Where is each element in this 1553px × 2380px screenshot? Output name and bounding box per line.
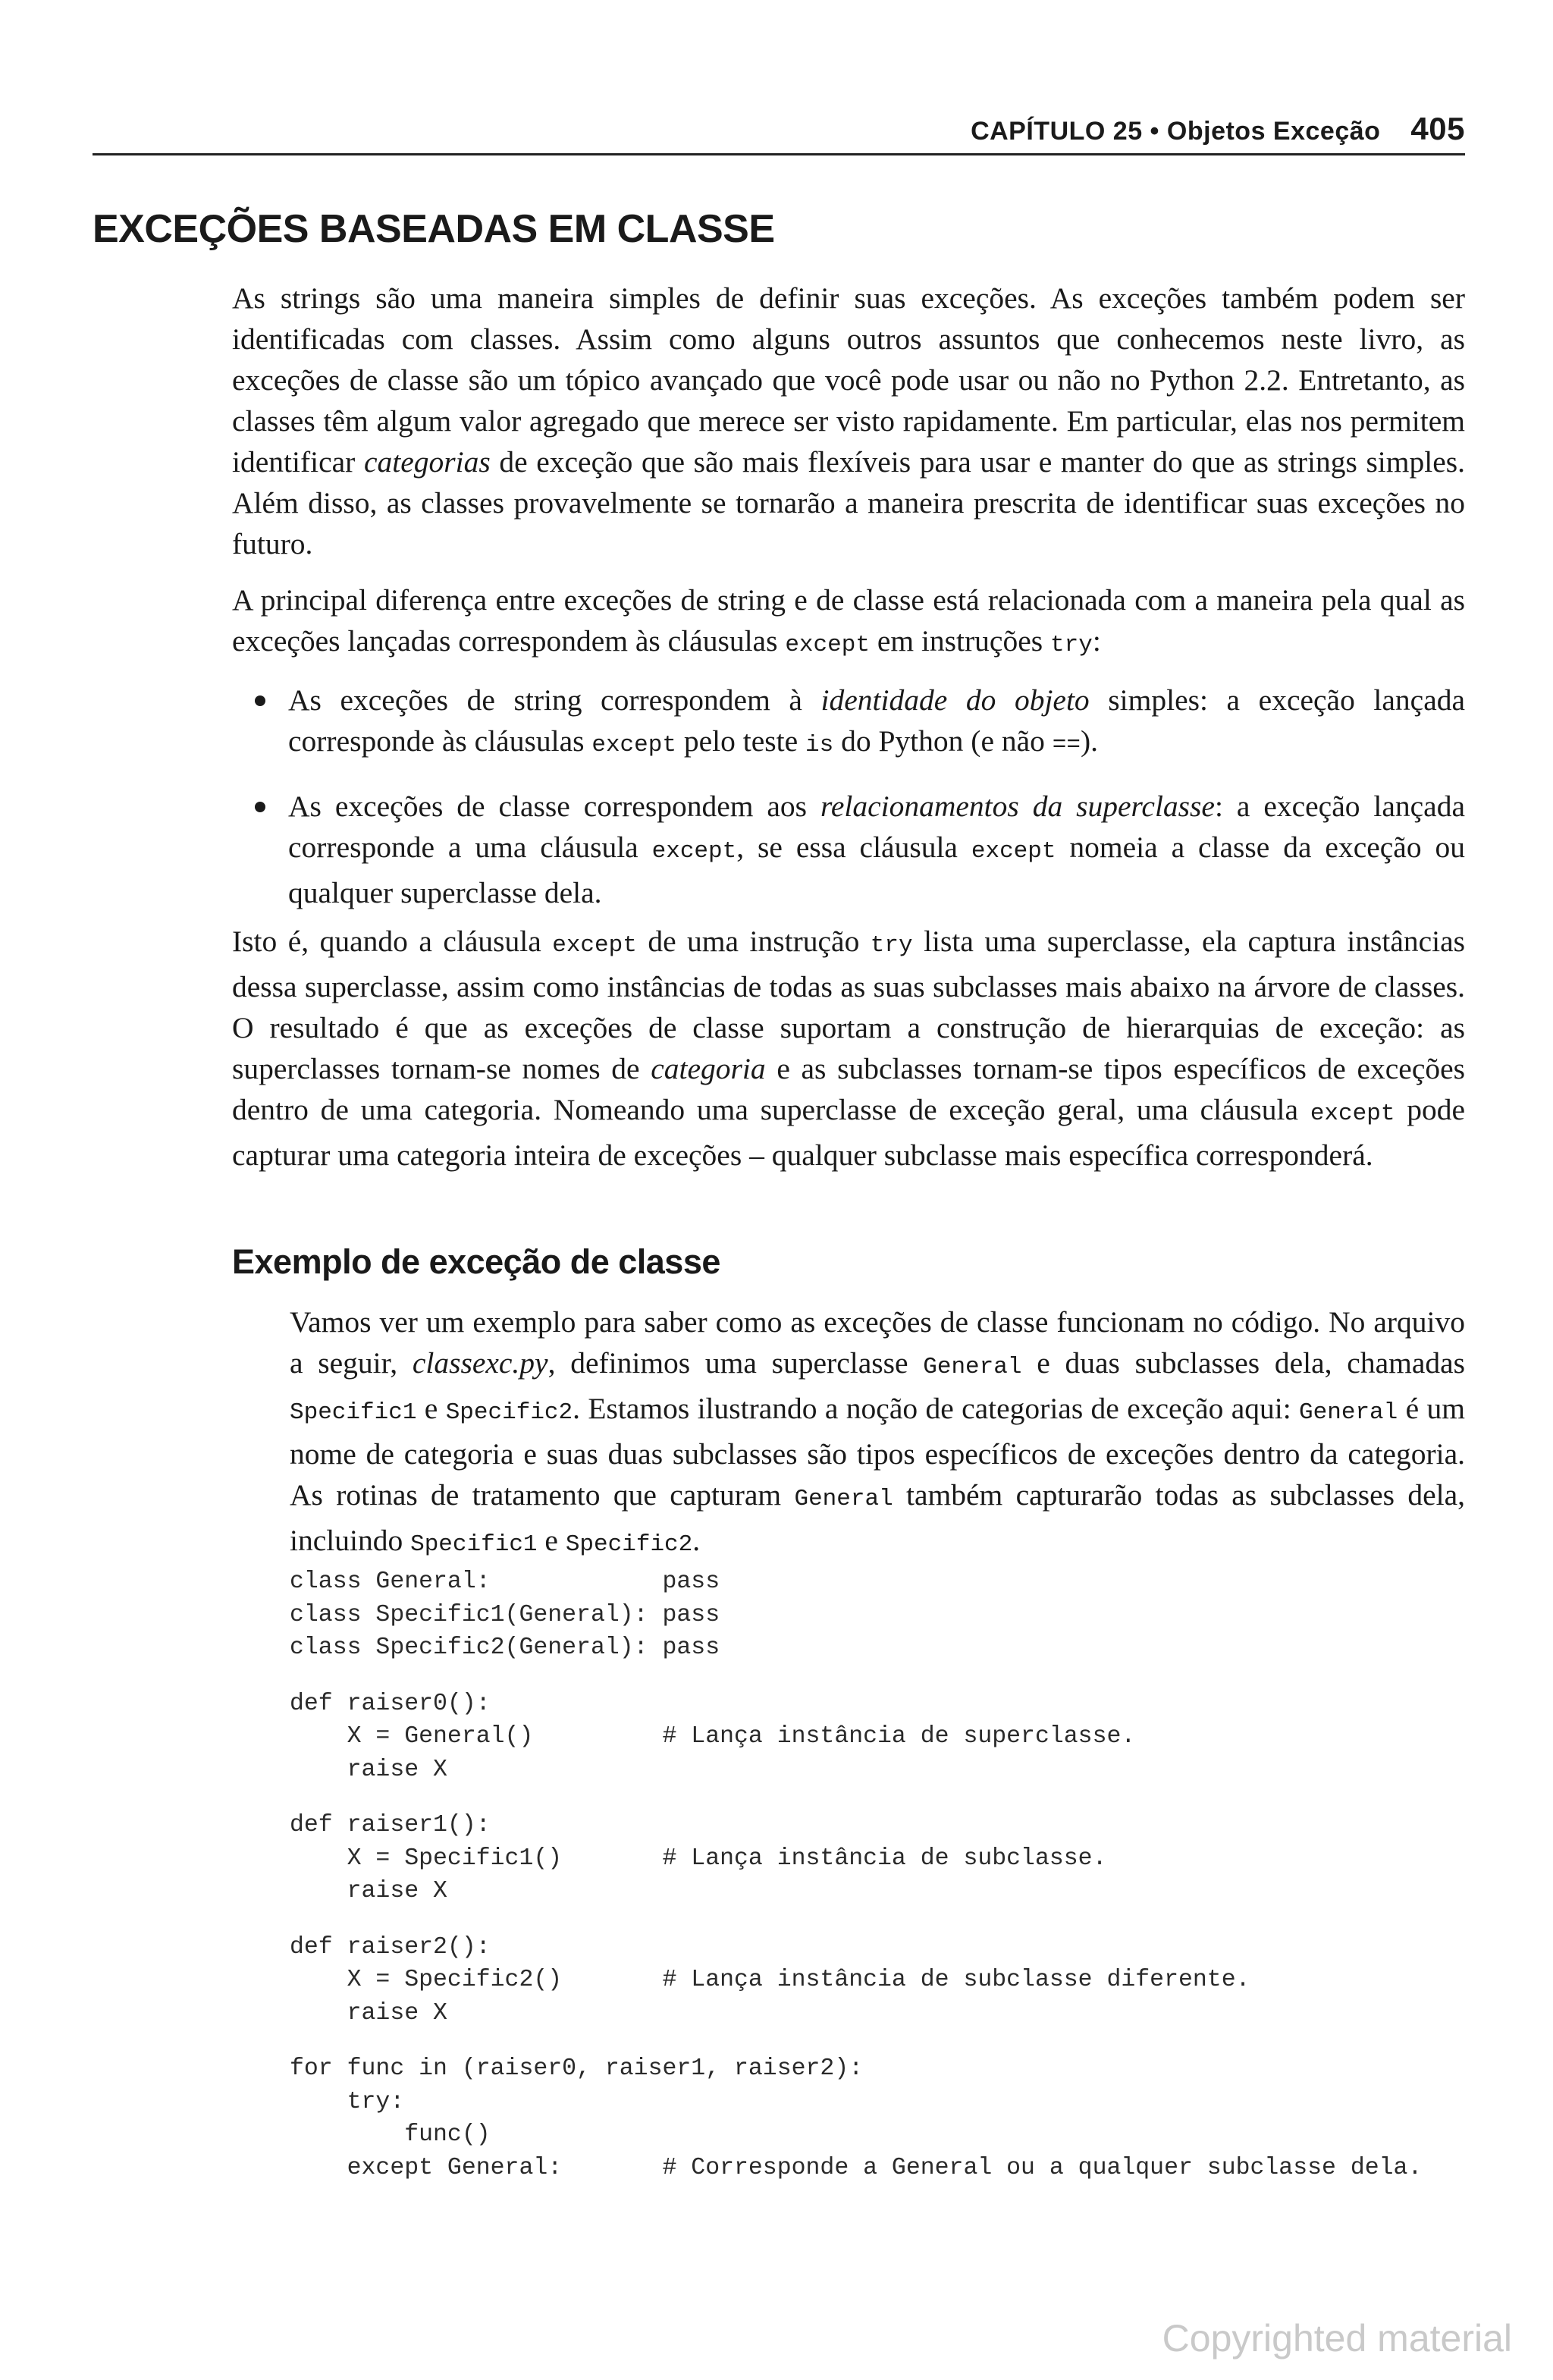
list-item [232,680,1465,766]
code-line: X = General() # Lança instância de superclasse. [290,1723,1136,1750]
example-paragraph-block [290,1301,1465,1565]
inline-code: Specific1 [410,1531,538,1558]
code-line: raise X [290,1878,447,1904]
text-span: nomeia a classe da exceção ou qualquer superclasse dela. [288,830,1465,909]
inline-code: except [785,632,870,658]
code-line: except General: # Corresponde a General ou a qualquer subclasse dela. [290,2154,1423,2181]
text-span: de exceção que são mais flexíveis para usar e manter do que as strings simples. Além disso, as classes provavelmente se tornarão a maneira prescrita de identificar suas exceções no futuro. [232,445,1466,560]
inline-code: try [870,932,913,959]
text-span: As strings são uma maneira simples de definir suas exceções. As exceções também podem ser identificadas com classes. Assim como alguns outros assuntos que conhecemos neste livro, as exceções de classe são um tópico avançado que você pode usar ou não no Python 2.2. Entretanto, as classes têm algum valor agregado que merece ser visto rapidamente. Em particular, elas nos permitem identificar [232,281,1465,479]
text-span: Isto é, quando a cláusula [232,925,541,958]
inline-code: except [552,932,637,959]
bullet-list-block [232,680,1465,933]
bullet-dot-icon [255,695,265,706]
intro-paragraph-block [232,278,1465,564]
text-span: pode capturar uma categoria inteira de exceções – qualquer subclasse mais específica corresponderá. [232,1093,1465,1172]
inline-code: General [1299,1399,1398,1426]
code-line: def raiser0(): [290,1690,491,1717]
text-span: de uma instrução [648,925,860,958]
text-span: As exceções de classe correspondem aos [288,790,808,823]
text-span: , se essa cláusula [736,830,958,864]
emphasis: categorias [363,445,491,479]
inline-code: General [794,1486,893,1512]
code-line: class Specific2(General): pass [290,1634,720,1661]
code-spacer [290,1908,1473,1931]
code-line: X = Specific2() # Lança instância de subclasse diferente. [290,1967,1250,1993]
page-number: 405 [1410,111,1465,146]
text-span: pelo teste [683,724,798,758]
inline-code: Specific2 [445,1399,573,1426]
code-listing [290,1565,1473,2184]
bullet-dot-icon [255,802,265,812]
inline-code: General [923,1354,1022,1380]
inline-code: == [1052,732,1081,758]
text-span: . Estamos ilustrando a noção de categorias de exceção aqui: [573,1392,1291,1425]
inline-code: is [805,732,834,758]
header-text [971,111,1465,147]
list-item [232,786,1465,913]
text-span: e [544,1524,558,1557]
code-line: func() [290,2121,491,2148]
paragraph-example [290,1301,1465,1565]
code-spacer [290,1786,1473,1809]
code-line: def raiser2(): [290,1933,491,1961]
code-line: X = Specific1() # Lança instância de subclasse. [290,1845,1107,1872]
text-span: : [1092,624,1101,658]
code-spacer [290,1665,1473,1688]
code-spacer [290,2030,1473,2052]
text-span: e [424,1392,438,1425]
chapter-title: CAPÍTULO 25 • Objetos Exceção [971,117,1381,146]
text-span: é um nome de categoria e suas duas subclasses são tipos específicos de exceções dentro da categoria. As rotinas de tratamento que capturam [290,1392,1466,1512]
subsection-title: Exemplo de exceção de classe [232,1242,720,1281]
difference-paragraph-block [232,579,1465,666]
emphasis: categoria [651,1052,766,1085]
text-span: Vamos ver um exemplo para saber como as exceções de classe funcionam no código. No arquivo a seguir, [290,1305,1465,1380]
text-span: e as subclasses tornam-se tipos específicos de exceções dentro de uma categoria. Nomeando uma superclasse de exceção geral, uma cláusula [232,1052,1466,1126]
bullet-list [232,680,1465,913]
inline-code: except [651,838,737,865]
code-line: raise X [290,1756,447,1783]
text-span: simples: a exceção lançada corresponde às cláusulas [288,683,1466,758]
text-span: do Python (e não [841,724,1045,758]
inline-code: Specific2 [565,1531,693,1558]
code-line: class Specific1(General): pass [290,1601,720,1628]
text-span: lista uma superclasse, ela captura instâncias dessa superclasse, assim como instâncias de todas as suas subclasses mais abaixo na árvore de classes. O resultado é que as exceções de classe suportam a construção de hierarquias de exceção: as superclasses tornam-se nomes de [232,925,1466,1085]
emphasis: identidade do objeto [820,683,1090,717]
code-line: try: [290,2088,405,2115]
text-span: também capturarão todas as subclasses dela, incluindo [290,1478,1466,1557]
text-span: As exceções de string correspondem à [288,683,802,717]
inline-code: except [591,732,676,758]
emphasis: classexc.py [412,1346,548,1380]
text-span: , definimos uma superclasse [547,1346,908,1380]
text-span: : a exceção lançada corresponde a uma cláusula [288,790,1465,864]
text-span: A principal diferença entre exceções de string e de classe está relacionada com a maneira pela qual as exceções lançadas correspondem às cláusulas [232,583,1465,658]
paragraph-intro [232,278,1465,564]
code-line: def raiser1(): [290,1812,491,1838]
code-line: class General: pass [290,1568,720,1595]
superclass-paragraph-block [232,921,1465,1176]
text-span: e duas subclasses dela, chamadas [1037,1346,1466,1380]
text-span: em instruções [877,624,1043,658]
inline-code: try [1050,632,1093,658]
text-span: ). [1080,724,1099,758]
paragraph-difference [232,579,1465,666]
text-span: . [692,1524,701,1557]
emphasis: relacionamentos da superclasse [820,790,1215,823]
inline-code: except [1310,1101,1395,1127]
inline-code: except [971,838,1056,865]
code-line: raise X [290,1999,447,2027]
copyright-watermark: Copyrighted material [1162,2317,1512,2360]
section-title: EXCEÇÕES BASEADAS EM CLASSE [93,207,775,251]
paragraph-superclass [232,921,1465,1176]
code-line: for func in (raiser0, raiser1, raiser2): [290,2055,864,2082]
inline-code: Specific1 [290,1399,417,1426]
running-header [93,106,1465,155]
